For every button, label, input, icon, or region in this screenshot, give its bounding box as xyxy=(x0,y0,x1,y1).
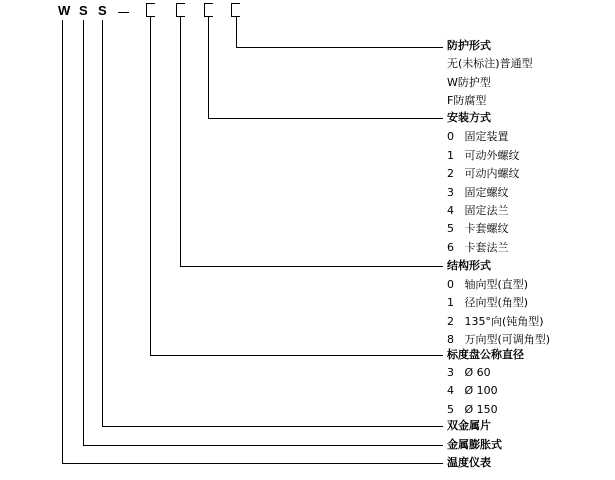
mounting-item xyxy=(447,241,509,255)
dial-title: 标度盘公称直径 xyxy=(447,348,524,361)
mounting-item xyxy=(447,130,509,144)
dial-item xyxy=(447,384,498,398)
mounting-item-number: 6 xyxy=(447,241,454,254)
mounting-item-text: 固定螺纹 xyxy=(464,186,509,199)
leader-line-expansion xyxy=(83,445,443,446)
drop-line-protection xyxy=(236,16,237,47)
mounting-item-number: 3 xyxy=(447,186,454,199)
thermometer-title: 温度仪表 xyxy=(447,456,491,469)
mounting-item xyxy=(447,186,509,200)
structure-item xyxy=(447,278,528,292)
mounting-item xyxy=(447,149,520,163)
drop-line-thermometer xyxy=(62,20,63,463)
mounting-item xyxy=(447,167,520,181)
mounting-item-number: 4 xyxy=(447,204,454,217)
leader-line-dial xyxy=(150,355,443,356)
structure-item-text: 万向型(可调角型) xyxy=(464,333,551,346)
placeholder-box-protection xyxy=(231,3,240,17)
structure-item-number: 8 xyxy=(447,333,454,346)
code-letter-s-second: S xyxy=(98,3,107,18)
structure-item-text: 轴向型(直型) xyxy=(464,278,529,291)
mounting-item-number: 5 xyxy=(447,222,454,235)
code-letter-s-first: S xyxy=(79,3,88,18)
mounting-item xyxy=(447,222,509,236)
drop-line-expansion xyxy=(83,20,84,445)
leader-line-structure xyxy=(180,266,443,267)
protection-item: W防护型 xyxy=(447,76,491,89)
protection-title: 防护形式 xyxy=(447,39,491,52)
dial-item-number: 5 xyxy=(447,403,454,416)
dial-item xyxy=(447,403,498,417)
mounting-item-text: 固定法兰 xyxy=(464,204,509,217)
leader-line-protection xyxy=(236,47,443,48)
mounting-item-number: 1 xyxy=(447,149,454,162)
leader-line-mounting xyxy=(208,118,443,119)
placeholder-box-structure xyxy=(176,3,185,17)
drop-line-bimetal xyxy=(102,20,103,426)
structure-item xyxy=(447,315,544,329)
dial-item-text: Ø 60 xyxy=(464,366,491,379)
mounting-item-number: 0 xyxy=(447,130,454,143)
structure-item-number: 0 xyxy=(447,278,454,291)
code-letter-w: W xyxy=(58,3,71,18)
structure-title: 结构形式 xyxy=(447,259,491,272)
mounting-item xyxy=(447,204,509,218)
protection-item: F防腐型 xyxy=(447,94,487,107)
mounting-item-text: 固定装置 xyxy=(464,130,509,143)
mounting-item-text: 可动外螺纹 xyxy=(464,149,520,162)
expansion-title: 金属膨胀式 xyxy=(447,438,502,451)
placeholder-box-mounting xyxy=(204,3,213,17)
drop-line-structure xyxy=(180,16,181,266)
bimetal-title: 双金属片 xyxy=(447,419,491,432)
mounting-title: 安装方式 xyxy=(447,111,491,124)
mounting-item-number: 2 xyxy=(447,167,454,180)
dial-item-number: 3 xyxy=(447,366,454,379)
mounting-item-text: 卡套螺纹 xyxy=(464,222,509,235)
dial-item-text: Ø 100 xyxy=(464,384,498,397)
structure-item xyxy=(447,296,528,310)
code-separator-dash xyxy=(118,12,129,13)
dial-item-text: Ø 150 xyxy=(464,403,498,416)
structure-item-number: 2 xyxy=(447,315,454,328)
leader-line-thermometer xyxy=(62,463,443,464)
leader-line-bimetal xyxy=(102,426,443,427)
drop-line-mounting xyxy=(208,16,209,118)
structure-item-text: 径向型(角型) xyxy=(464,296,529,309)
mounting-item-text: 卡套法兰 xyxy=(464,241,509,254)
dial-item-number: 4 xyxy=(447,384,454,397)
placeholder-box-dial xyxy=(146,3,155,17)
structure-item-text: 135°向(钝角型) xyxy=(464,315,544,328)
mounting-item-text: 可动内螺纹 xyxy=(464,167,520,180)
protection-item: 无(未标注)普通型 xyxy=(447,57,533,70)
drop-line-dial xyxy=(150,16,151,355)
structure-item-number: 1 xyxy=(447,296,454,309)
structure-item xyxy=(447,333,550,347)
dial-item xyxy=(447,366,491,380)
